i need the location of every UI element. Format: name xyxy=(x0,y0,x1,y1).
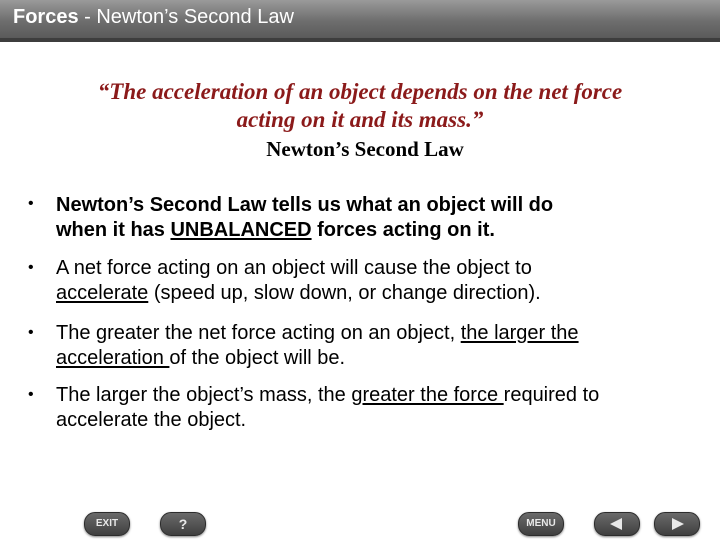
navigation-bar xyxy=(0,508,720,540)
bullet-2-text-end: (speed up, slow down, or change direction). xyxy=(148,282,541,304)
quote-line-1: “The acceleration of an object depends on the net force xyxy=(97,79,623,104)
bullet-3-underlined-2: acceleration xyxy=(56,347,170,369)
bullet-marker: • xyxy=(28,259,34,276)
bullet-3-text: The greater the net force acting on an object, xyxy=(56,322,461,344)
slide-title-subtitle: - Newton’s Second Law xyxy=(78,6,294,28)
menu-button[interactable]: MENU xyxy=(518,512,564,536)
chevron-left-icon xyxy=(595,513,639,535)
bullet-2-line-2 xyxy=(56,281,541,306)
bullet-3-line-1 xyxy=(56,321,579,346)
bullet-3-underlined: the larger the xyxy=(460,322,579,344)
bullet-4-underlined: greater the force xyxy=(351,384,504,406)
help-button[interactable]: ? xyxy=(160,512,206,536)
bullet-4-text: The larger the object’s mass, the xyxy=(56,384,352,406)
bullet-2-line-1: A net force acting on an object will cause the object to xyxy=(56,257,532,279)
bullet-2-underlined: accelerate xyxy=(56,282,149,304)
bullet-1-line-2 xyxy=(56,218,495,243)
bullet-4-line-2: accelerate the object. xyxy=(56,409,247,431)
previous-button[interactable] xyxy=(594,512,640,536)
quote-line-2: acting on it and its mass.” xyxy=(236,107,484,132)
chevron-right-icon xyxy=(655,513,699,535)
bullet-1-underlined: UNBALANCED xyxy=(170,219,312,241)
bullet-marker: • xyxy=(28,195,34,212)
exit-button[interactable]: EXIT xyxy=(84,512,130,536)
bullet-4-text-end: required to xyxy=(503,384,600,406)
bullet-3-text-end: of the object will be. xyxy=(169,347,346,369)
next-button[interactable] xyxy=(654,512,700,536)
slide-title xyxy=(13,6,294,29)
bullet-marker: • xyxy=(28,386,34,403)
quote-attribution: Newton’s Second Law xyxy=(266,137,464,161)
bullet-1-text-end: forces acting on it. xyxy=(311,219,495,241)
bullet-4-line-1 xyxy=(56,383,599,408)
title-bar xyxy=(0,0,720,42)
bullet-1-text: when it has xyxy=(56,219,171,241)
bullet-3-line-2 xyxy=(56,346,345,371)
bullet-marker: • xyxy=(28,324,34,341)
slide-title-topic: Forces xyxy=(13,6,79,28)
bullet-1-line-1: Newton’s Second Law tells us what an object will do xyxy=(56,194,554,216)
